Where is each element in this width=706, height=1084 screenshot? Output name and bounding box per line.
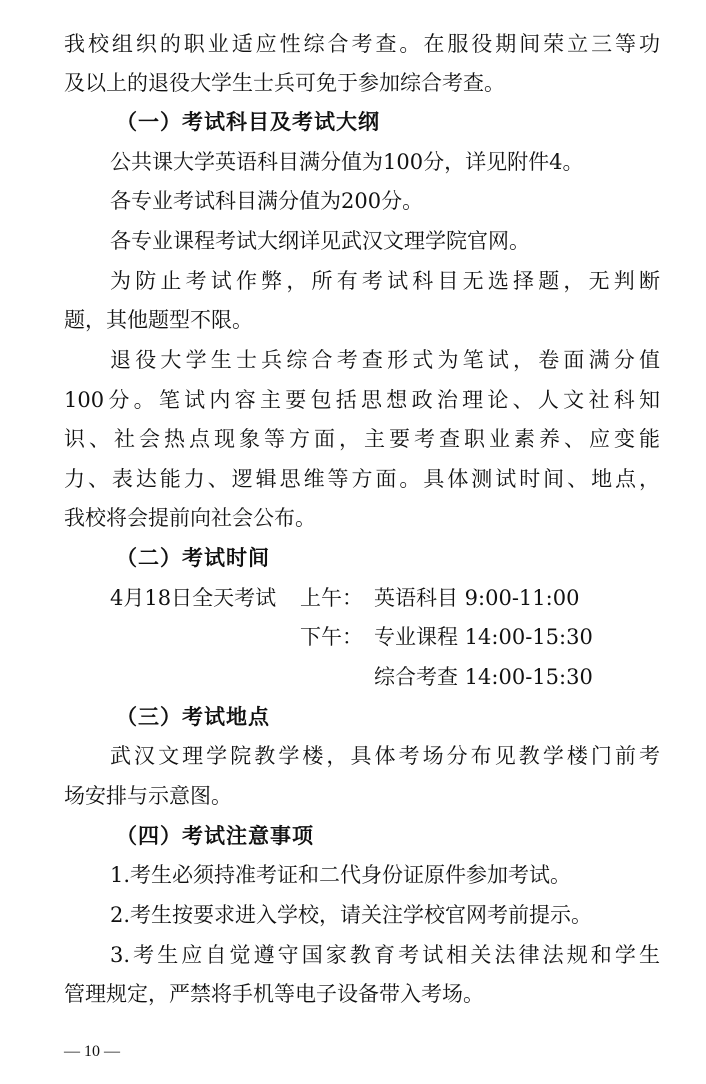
section-heading-4: （四）考试注意事项 (116, 823, 314, 848)
paragraph-line: 武汉文理学院教学楼，具体考场分布见教学楼门前考 (110, 744, 660, 768)
paragraph-line: 公共课大学英语科目满分值为100分，详见附件4。 (110, 150, 584, 174)
page-number: — 10 — (64, 1043, 120, 1060)
schedule-morning-label: 上午： (300, 586, 363, 610)
paragraph-line: 我校将会提前向社会公布。 (64, 506, 316, 530)
section-heading-3: （三）考试地点 (116, 704, 270, 729)
paragraph-line: 识、社会热点现象等方面，主要考查职业素养、应变能 (64, 427, 660, 451)
section-heading-1: （一）考试科目及考试大纲 (116, 109, 380, 134)
paragraph-line: 1.考生必须持准考证和二代身份证原件参加考试。 (110, 863, 572, 887)
paragraph-line: 题，其他题型不限。 (64, 308, 253, 332)
paragraph-line: 退役大学生士兵综合考查形式为笔试，卷面满分值 (110, 348, 660, 372)
paragraph-line: 3.考生应自觉遵守国家教育考试相关法律法规和学生 (110, 943, 660, 967)
schedule-afternoon-item: 综合考查 14:00-15:30 (374, 665, 593, 689)
paragraph-line: 管理规定，严禁将手机等电子设备带入考场。 (64, 982, 484, 1006)
section-heading-2: （二）考试时间 (116, 545, 270, 570)
schedule-afternoon-item: 专业课程 14:00-15:30 (374, 625, 593, 649)
paragraph-line: 为防止考试作弊，所有考试科目无选择题，无判断 (110, 269, 660, 293)
paragraph-line: 及以上的退役大学生士兵可免于参加综合考查。 (64, 71, 505, 95)
schedule-date: 4月18日全天考试 (110, 586, 277, 610)
paragraph-line: 各专业课程考试大纲详见武汉文理学院官网。 (110, 229, 530, 253)
paragraph-line: 我校组织的职业适应性综合考查。在服役期间荣立三等功 (64, 32, 660, 56)
schedule-morning-item: 英语科目 9:00-11:00 (374, 586, 580, 610)
paragraph-line: 各专业考试科目满分值为200分。 (110, 189, 424, 213)
paragraph-line: 100分。笔试内容主要包括思想政治理论、人文社科知 (64, 388, 660, 412)
paragraph-line: 力、表达能力、逻辑思维等方面。具体测试时间、地点， (64, 467, 660, 491)
paragraph-line: 2.考生按要求进入学校，请关注学校官网考前提示。 (110, 903, 593, 927)
paragraph-line: 场安排与示意图。 (64, 784, 232, 808)
schedule-afternoon-label: 下午： (300, 625, 363, 649)
